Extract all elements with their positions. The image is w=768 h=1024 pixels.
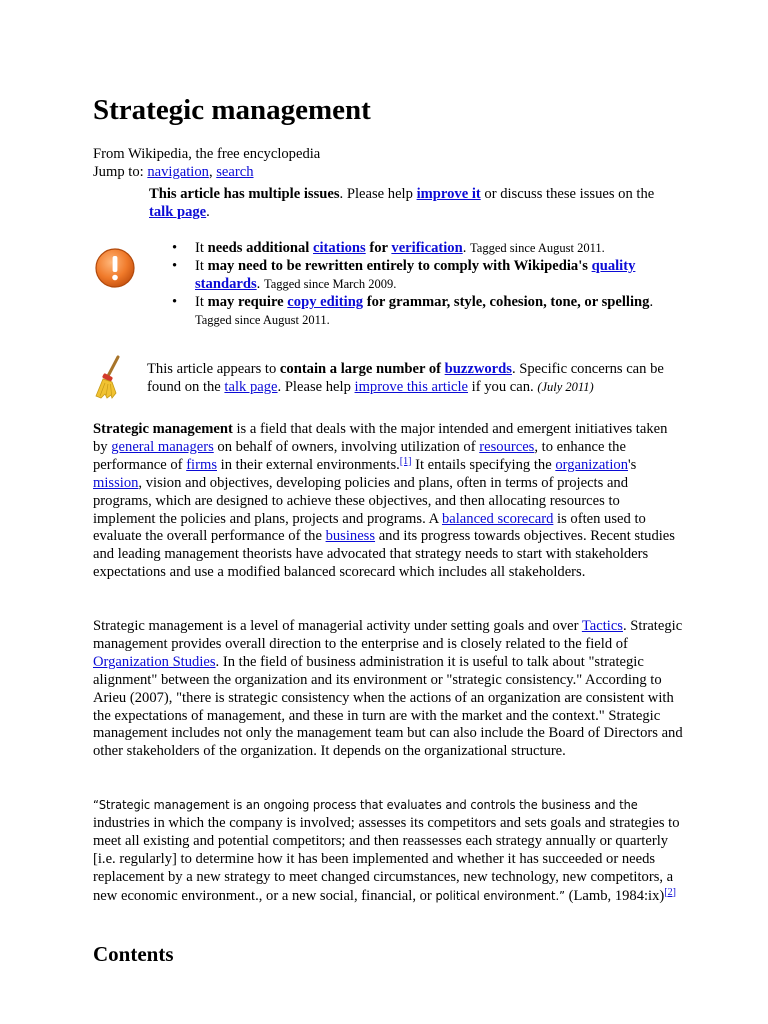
improve-it-link[interactable]: improve it: [416, 186, 481, 202]
issue-item-citations: • It needs additional citations for verification. Tagged since August 2011.: [172, 240, 672, 258]
balanced-scorecard-link[interactable]: balanced scorecard: [441, 510, 554, 527]
second-paragraph: Strategic management is a level of managerial activity under setting goals and over Tactics. Strategic management provides overall direction to the enterprise and is closely related to the field of Organization Studies. In the field of business administration it is useful to talk about "strategic alignment" between the organization and its environment or "strategic consistency." According to Arieu (2007), "there is strategic consistency when the actions of an organization are consistent with the expectations of management, and these in turn are with the market and the context." Strategic management includes not only the management team but can also include the Board of Directors and other stakeholders of the organization. It depends on the organizational structure.: [93, 618, 683, 760]
organization-link[interactable]: organization: [555, 456, 629, 473]
jump-separator: ,: [208, 164, 217, 180]
intro-paragraph: Strategic management is a field that deals with the major intended and emergent initiatives taken by general managers on behalf of owners, involving utilization of resources, to enhance the performance of firms in their external environments.[1] It entails specifying the organization's mission, vision and objectives, developing policies and plans, often in terms of projects and programs, which are designed to achieve these objectives, and then allocating resources to implement the policies and plans, projects and programs. A balanced scorecard is often used to evaluate the overall performance of the business and its progress towards objectives. Recent studies and leading management theorists have advocated that strategy needs to start with stakeholders expectations and use a modified balanced scorecard which includes all stakeholders.: [93, 421, 675, 581]
warning-icon: [93, 246, 137, 290]
buzzwords-link[interactable]: buzzwords: [444, 361, 512, 377]
general-managers-link[interactable]: general managers: [111, 438, 214, 455]
copy-editing-link[interactable]: copy editing: [287, 294, 364, 311]
buzzwords-notice: This article appears to contain a large number of buzzwords. Specific concerns can be found on the talk page. Please help improve this article if you can. (July 2011): [147, 361, 664, 395]
issue-tag-date: Tagged since August 2011.: [470, 241, 605, 255]
firms-link[interactable]: firms: [186, 456, 217, 473]
citations-link[interactable]: citations: [313, 240, 366, 256]
quality-standards-link[interactable]: quality standards: [195, 258, 636, 292]
jump-to-bar: [93, 164, 254, 182]
talk-page-link[interactable]: talk page: [149, 203, 207, 220]
issues-heading: This article has multiple issues: [149, 186, 340, 202]
reference-2-link[interactable]: [2]: [664, 886, 676, 898]
mission-link[interactable]: mission: [93, 474, 139, 491]
issues-intro: This article has multiple issues. Please help improve it or discuss these issues on the talk page.: [149, 186, 655, 220]
contents-heading: Contents: [93, 942, 174, 966]
lead-term: Strategic management: [93, 421, 233, 437]
jump-prefix: Jump to:: [93, 164, 148, 180]
quote-paragraph: “Strategic management is an ongoing process that evaluates and controls the business and the industries in which the company is involved; assesses its competitors and sets goals and strategies to meet all existing and potential competitors; and then reassesses each strategy annually or quarterly [i.e. regularly] to determine how it has been implemented and whether it has succeeded or needs replacement by a new strategy to meet changed circumstances, new technology, new competitors, a new economic environment., or a new social, financial, or political environment.” (Lamb, 1984:ix)[2]: [93, 797, 680, 904]
site-subtitle: From Wikipedia, the free encyclopedia: [93, 146, 321, 162]
jump-navigation-link[interactable]: navigation: [147, 164, 209, 180]
talk-page-link-2[interactable]: talk page: [224, 378, 278, 395]
improve-article-link[interactable]: improve this article: [354, 378, 469, 395]
issue-tag-date: Tagged since March 2009.: [263, 277, 397, 291]
multiple-issues-notice: [149, 186, 679, 222]
page-title: Strategic management: [93, 94, 371, 126]
organization-studies-link[interactable]: Organization Studies: [93, 653, 216, 670]
issue-tag-date: Tagged since August 2011.: [195, 313, 330, 327]
business-link[interactable]: business: [325, 528, 376, 545]
reference-1-link[interactable]: [1]: [399, 455, 412, 467]
resources-link[interactable]: resources: [479, 438, 535, 455]
broom-icon: [93, 354, 123, 400]
jump-search-link[interactable]: search: [216, 164, 254, 180]
tactics-link[interactable]: Tactics: [581, 618, 623, 634]
issue-item-rewrite: • It may need to be rewritten entirely to comply with Wikipedia's quality standards. Tagged since March 2009.: [172, 258, 672, 294]
issue-list: [172, 240, 672, 330]
verification-link[interactable]: verification: [391, 240, 463, 256]
issue-item-copy-editing: • It may require copy editing for grammar, style, cohesion, tone, or spelling. Tagged since August 2011.: [172, 294, 672, 330]
notice-date: (July 2011): [537, 379, 594, 394]
